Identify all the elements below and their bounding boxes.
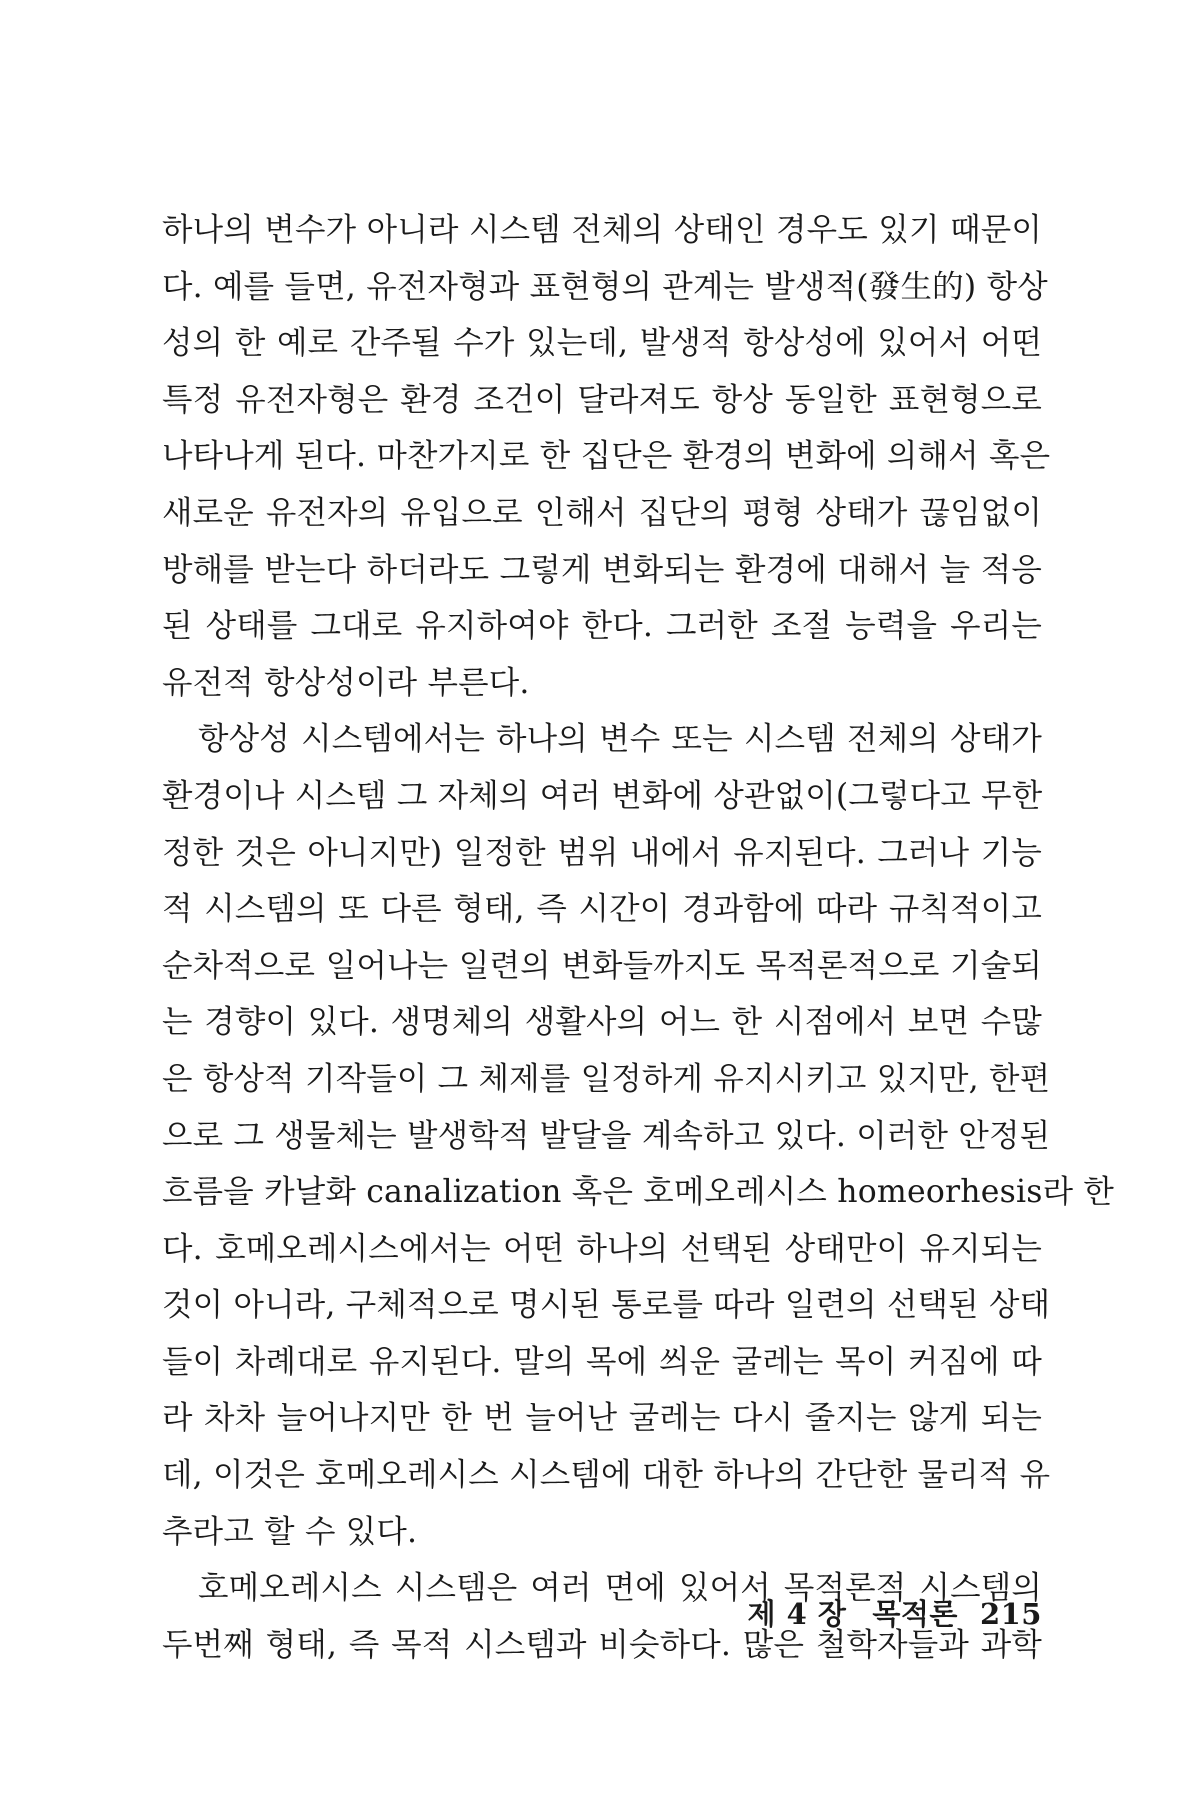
text-line-6: 새로운 유전자의 유입으로 인해서 집단의 평형 상태가 끊임없이 <box>162 494 1042 531</box>
page-number: 215 <box>979 1597 1042 1631</box>
text-line-9: 유전적 항상성이라 부른다. <box>162 664 530 701</box>
text-line-7: 방해를 받는다 하더라도 그렇게 변화되는 환경에 대해서 늘 적응 <box>162 551 1042 588</box>
text-line-24: 추라고 할 수 있다. <box>162 1513 418 1550</box>
text-line-4: 특정 유전자형은 환경 조건이 달라져도 항상 동일한 표현형으로 <box>162 381 1042 418</box>
body-text <box>162 202 1115 1673</box>
text-line-8: 된 상태를 그대로 유지하여야 한다. 그러한 조절 능력을 우리는 <box>162 608 1042 645</box>
text-line-22: 라 차차 늘어나지만 한 번 늘어난 굴레는 다시 줄지는 않게 되는 <box>162 1400 1042 1437</box>
text-line-18: 흐름을 카날화 canalization 혹은 호메오레시스 homeorhesis라 한 <box>162 1174 1115 1211</box>
text-line-20: 것이 아니라, 구체적으로 명시된 통로를 따라 일련의 선택된 상태 <box>162 1287 1051 1324</box>
chapter-title: 목적론 <box>872 1597 958 1631</box>
text-line-5: 나타나게 된다. 마찬가지로 한 집단은 환경의 변화에 의해서 혹은 <box>162 438 1051 475</box>
text-line-2: 다. 예를 들면, 유전자형과 표현형의 관계는 발생적(發生的) 항상 <box>162 268 1048 305</box>
text-line-11: 환경이나 시스템 그 자체의 여러 변화에 상관없이(그렇다고 무한 <box>162 777 1043 814</box>
running-footer <box>748 1592 1043 1633</box>
text-line-19: 다. 호메오레시스에서는 어떤 하나의 선택된 상태만이 유지되는 <box>162 1230 1042 1267</box>
text-line-15: 는 경향이 있다. 생명체의 생활사의 어느 한 시점에서 보면 수많 <box>162 1004 1042 1041</box>
text-line-10: 항상성 시스템에서는 하나의 변수 또는 시스템 전체의 상태가 <box>198 721 1042 758</box>
text-line-3: 성의 한 예로 간주될 수가 있는데, 발생적 항상성에 있어서 어떤 <box>162 325 1042 362</box>
chapter-label: 제 4 장 <box>747 1597 847 1631</box>
text-line-21: 들이 차례대로 유지된다. 말의 목에 씌운 굴레는 목이 커짐에 따 <box>162 1343 1042 1380</box>
text-line-1: 하나의 변수가 아니라 시스템 전체의 상태인 경우도 있기 때문이 <box>162 212 1042 248</box>
text-line-23: 데, 이것은 호메오레시스 시스템에 대한 하나의 간단한 물리적 유 <box>162 1457 1051 1494</box>
text-line-25: 호메오레시스 시스템은 여러 면에 있어서 목적론적 시스템의 <box>198 1570 1042 1607</box>
text-line-14: 순차적으로 일어나는 일련의 변화들까지도 목적론적으로 기술되 <box>162 947 1042 984</box>
text-line-26: 두번째 형태, 즉 목적 시스템과 비슷하다. 많은 철학자들과 과학 <box>162 1626 1042 1663</box>
text-line-17: 으로 그 생물체는 발생학적 발달을 계속하고 있다. 이러한 안정된 <box>162 1117 1051 1154</box>
text-line-16: 은 항상적 기작들이 그 체제를 일정하게 유지시키고 있지만, 한편 <box>162 1060 1051 1097</box>
text-line-12: 정한 것은 아니지만) 일정한 범위 내에서 유지된다. 그러나 기능 <box>162 834 1042 871</box>
text-line-13: 적 시스템의 또 다른 형태, 즉 시간이 경과함에 따라 규칙적이고 <box>162 891 1042 928</box>
